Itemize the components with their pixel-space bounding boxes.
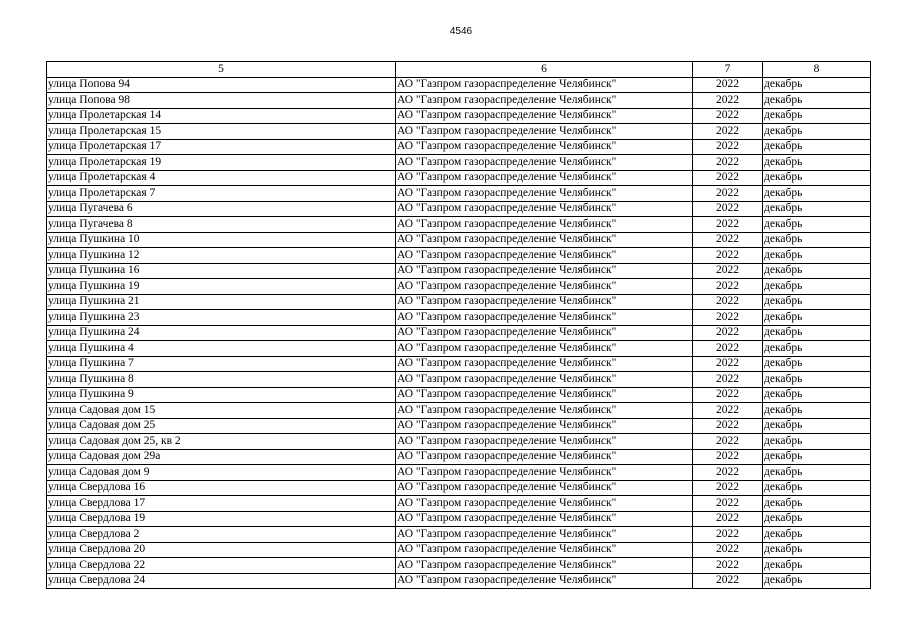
address-cell: улица Пушкина 7 (47, 356, 396, 372)
organization-cell: АО "Газпром газораспределение Челябинск" (396, 511, 693, 527)
address-cell: улица Пролетарская 15 (47, 124, 396, 140)
table-row (47, 496, 871, 512)
address-cell: улица Пугачева 8 (47, 217, 396, 233)
year-cell: 2022 (693, 124, 763, 140)
organization-cell: АО "Газпром газораспределение Челябинск" (396, 232, 693, 248)
month-cell: декабрь (763, 170, 871, 186)
year-cell: 2022 (693, 77, 763, 93)
organization-cell: АО "Газпром газораспределение Челябинск" (396, 465, 693, 481)
year-cell: 2022 (693, 418, 763, 434)
table-row (47, 325, 871, 341)
address-cell: улица Садовая дом 15 (47, 403, 396, 419)
month-cell: декабрь (763, 310, 871, 326)
month-cell: декабрь (763, 356, 871, 372)
month-cell: декабрь (763, 325, 871, 341)
organization-cell: АО "Газпром газораспределение Челябинск" (396, 77, 693, 93)
address-cell: улица Пролетарская 19 (47, 155, 396, 171)
table-row (47, 186, 871, 202)
address-cell: улица Свердлова 2 (47, 527, 396, 543)
table-row (47, 558, 871, 574)
organization-cell: АО "Газпром газораспределение Челябинск" (396, 93, 693, 109)
address-cell: улица Пушкина 4 (47, 341, 396, 357)
table-row (47, 155, 871, 171)
address-cell: улица Пушкина 21 (47, 294, 396, 310)
table-row (47, 356, 871, 372)
address-cell: улица Пугачева 6 (47, 201, 396, 217)
organization-cell: АО "Газпром газораспределение Челябинск" (396, 248, 693, 264)
month-cell: декабрь (763, 372, 871, 388)
address-cell: улица Пушкина 12 (47, 248, 396, 264)
table-row (47, 294, 871, 310)
address-cell: улица Пролетарская 4 (47, 170, 396, 186)
month-cell: декабрь (763, 139, 871, 155)
address-cell: улица Садовая дом 25, кв 2 (47, 434, 396, 450)
year-cell: 2022 (693, 449, 763, 465)
table-row (47, 480, 871, 496)
year-cell: 2022 (693, 170, 763, 186)
year-cell: 2022 (693, 294, 763, 310)
year-cell: 2022 (693, 217, 763, 233)
table-row (47, 108, 871, 124)
organization-cell: АО "Газпром газораспределение Челябинск" (396, 434, 693, 450)
table-row (47, 341, 871, 357)
address-cell: улица Пушкина 8 (47, 372, 396, 388)
table-row (47, 77, 871, 93)
organization-cell: АО "Газпром газораспределение Челябинск" (396, 325, 693, 341)
table-row (47, 124, 871, 140)
address-cell: улица Пушкина 23 (47, 310, 396, 326)
year-cell: 2022 (693, 186, 763, 202)
address-cell: улица Садовая дом 29а (47, 449, 396, 465)
year-cell: 2022 (693, 573, 763, 589)
organization-cell: АО "Газпром газораспределение Челябинск" (396, 573, 693, 589)
organization-cell: АО "Газпром газораспределение Челябинск" (396, 263, 693, 279)
header-row (47, 62, 871, 78)
column-header-8: 8 (763, 62, 871, 78)
month-cell: декабрь (763, 387, 871, 403)
month-cell: декабрь (763, 124, 871, 140)
table-header (47, 62, 871, 78)
organization-cell: АО "Газпром газораспределение Челябинск" (396, 418, 693, 434)
table-row (47, 403, 871, 419)
table-row (47, 232, 871, 248)
table-row (47, 217, 871, 233)
month-cell: декабрь (763, 573, 871, 589)
year-cell: 2022 (693, 356, 763, 372)
table-row (47, 93, 871, 109)
organization-cell: АО "Газпром газораспределение Челябинск" (396, 217, 693, 233)
table-row (47, 372, 871, 388)
table-row (47, 310, 871, 326)
year-cell: 2022 (693, 108, 763, 124)
month-cell: декабрь (763, 248, 871, 264)
organization-cell: АО "Газпром газораспределение Челябинск" (396, 496, 693, 512)
year-cell: 2022 (693, 387, 763, 403)
address-cell: улица Пушкина 24 (47, 325, 396, 341)
year-cell: 2022 (693, 248, 763, 264)
year-cell: 2022 (693, 558, 763, 574)
organization-cell: АО "Газпром газораспределение Челябинск" (396, 480, 693, 496)
year-cell: 2022 (693, 341, 763, 357)
month-cell: декабрь (763, 434, 871, 450)
table-row (47, 263, 871, 279)
table-row (47, 387, 871, 403)
month-cell: декабрь (763, 465, 871, 481)
year-cell: 2022 (693, 542, 763, 558)
month-cell: декабрь (763, 511, 871, 527)
column-header-7: 7 (693, 62, 763, 78)
month-cell: декабрь (763, 217, 871, 233)
address-cell: улица Садовая дом 9 (47, 465, 396, 481)
address-cell: улица Пушкина 10 (47, 232, 396, 248)
month-cell: декабрь (763, 418, 871, 434)
table-row (47, 418, 871, 434)
year-cell: 2022 (693, 527, 763, 543)
month-cell: декабрь (763, 341, 871, 357)
address-cell: улица Попова 98 (47, 93, 396, 109)
address-cell: улица Свердлова 19 (47, 511, 396, 527)
organization-cell: АО "Газпром газораспределение Челябинск" (396, 170, 693, 186)
year-cell: 2022 (693, 496, 763, 512)
table-row (47, 201, 871, 217)
organization-cell: АО "Газпром газораспределение Челябинск" (396, 294, 693, 310)
column-header-6: 6 (396, 62, 693, 78)
organization-cell: АО "Газпром газораспределение Челябинск" (396, 558, 693, 574)
month-cell: декабрь (763, 294, 871, 310)
year-cell: 2022 (693, 480, 763, 496)
schedule-table (46, 61, 871, 589)
year-cell: 2022 (693, 434, 763, 450)
organization-cell: АО "Газпром газораспределение Челябинск" (396, 542, 693, 558)
address-cell: улица Садовая дом 25 (47, 418, 396, 434)
address-cell: улица Попова 94 (47, 77, 396, 93)
table-row (47, 511, 871, 527)
table-row (47, 434, 871, 450)
table-row (47, 279, 871, 295)
month-cell: декабрь (763, 77, 871, 93)
month-cell: декабрь (763, 201, 871, 217)
organization-cell: АО "Газпром газораспределение Челябинск" (396, 449, 693, 465)
organization-cell: АО "Газпром газораспределение Челябинск" (396, 139, 693, 155)
month-cell: декабрь (763, 279, 871, 295)
table-row (47, 449, 871, 465)
month-cell: декабрь (763, 449, 871, 465)
table-row (47, 170, 871, 186)
organization-cell: АО "Газпром газораспределение Челябинск" (396, 387, 693, 403)
address-cell: улица Свердлова 24 (47, 573, 396, 589)
table-body (47, 77, 871, 589)
month-cell: декабрь (763, 93, 871, 109)
month-cell: декабрь (763, 232, 871, 248)
column-header-5: 5 (47, 62, 396, 78)
organization-cell: АО "Газпром газораспределение Челябинск" (396, 279, 693, 295)
organization-cell: АО "Газпром газораспределение Челябинск" (396, 356, 693, 372)
year-cell: 2022 (693, 372, 763, 388)
table-row (47, 542, 871, 558)
table-row (47, 139, 871, 155)
year-cell: 2022 (693, 232, 763, 248)
address-cell: улица Пролетарская 14 (47, 108, 396, 124)
address-cell: улица Свердлова 22 (47, 558, 396, 574)
address-cell: улица Пролетарская 7 (47, 186, 396, 202)
month-cell: декабрь (763, 496, 871, 512)
table-row (47, 573, 871, 589)
month-cell: декабрь (763, 263, 871, 279)
year-cell: 2022 (693, 279, 763, 295)
organization-cell: АО "Газпром газораспределение Челябинск" (396, 341, 693, 357)
month-cell: декабрь (763, 186, 871, 202)
year-cell: 2022 (693, 93, 763, 109)
address-cell: улица Пролетарская 17 (47, 139, 396, 155)
month-cell: декабрь (763, 558, 871, 574)
table-row (47, 465, 871, 481)
organization-cell: АО "Газпром газораспределение Челябинск" (396, 201, 693, 217)
year-cell: 2022 (693, 201, 763, 217)
year-cell: 2022 (693, 310, 763, 326)
address-cell: улица Свердлова 17 (47, 496, 396, 512)
year-cell: 2022 (693, 511, 763, 527)
address-cell: улица Свердлова 20 (47, 542, 396, 558)
organization-cell: АО "Газпром газораспределение Челябинск" (396, 124, 693, 140)
organization-cell: АО "Газпром газораспределение Челябинск" (396, 403, 693, 419)
month-cell: декабрь (763, 108, 871, 124)
organization-cell: АО "Газпром газораспределение Челябинск" (396, 527, 693, 543)
address-cell: улица Пушкина 9 (47, 387, 396, 403)
table-row (47, 527, 871, 543)
month-cell: декабрь (763, 480, 871, 496)
organization-cell: АО "Газпром газораспределение Челябинск" (396, 108, 693, 124)
organization-cell: АО "Газпром газораспределение Челябинск" (396, 372, 693, 388)
year-cell: 2022 (693, 403, 763, 419)
address-cell: улица Пушкина 19 (47, 279, 396, 295)
year-cell: 2022 (693, 139, 763, 155)
page-number: 4546 (449, 26, 473, 37)
year-cell: 2022 (693, 465, 763, 481)
year-cell: 2022 (693, 155, 763, 171)
year-cell: 2022 (693, 325, 763, 341)
organization-cell: АО "Газпром газораспределение Челябинск" (396, 155, 693, 171)
month-cell: декабрь (763, 155, 871, 171)
address-cell: улица Пушкина 16 (47, 263, 396, 279)
organization-cell: АО "Газпром газораспределение Челябинск" (396, 186, 693, 202)
organization-cell: АО "Газпром газораспределение Челябинск" (396, 310, 693, 326)
month-cell: декабрь (763, 527, 871, 543)
address-cell: улица Свердлова 16 (47, 480, 396, 496)
month-cell: декабрь (763, 542, 871, 558)
table-row (47, 248, 871, 264)
month-cell: декабрь (763, 403, 871, 419)
year-cell: 2022 (693, 263, 763, 279)
